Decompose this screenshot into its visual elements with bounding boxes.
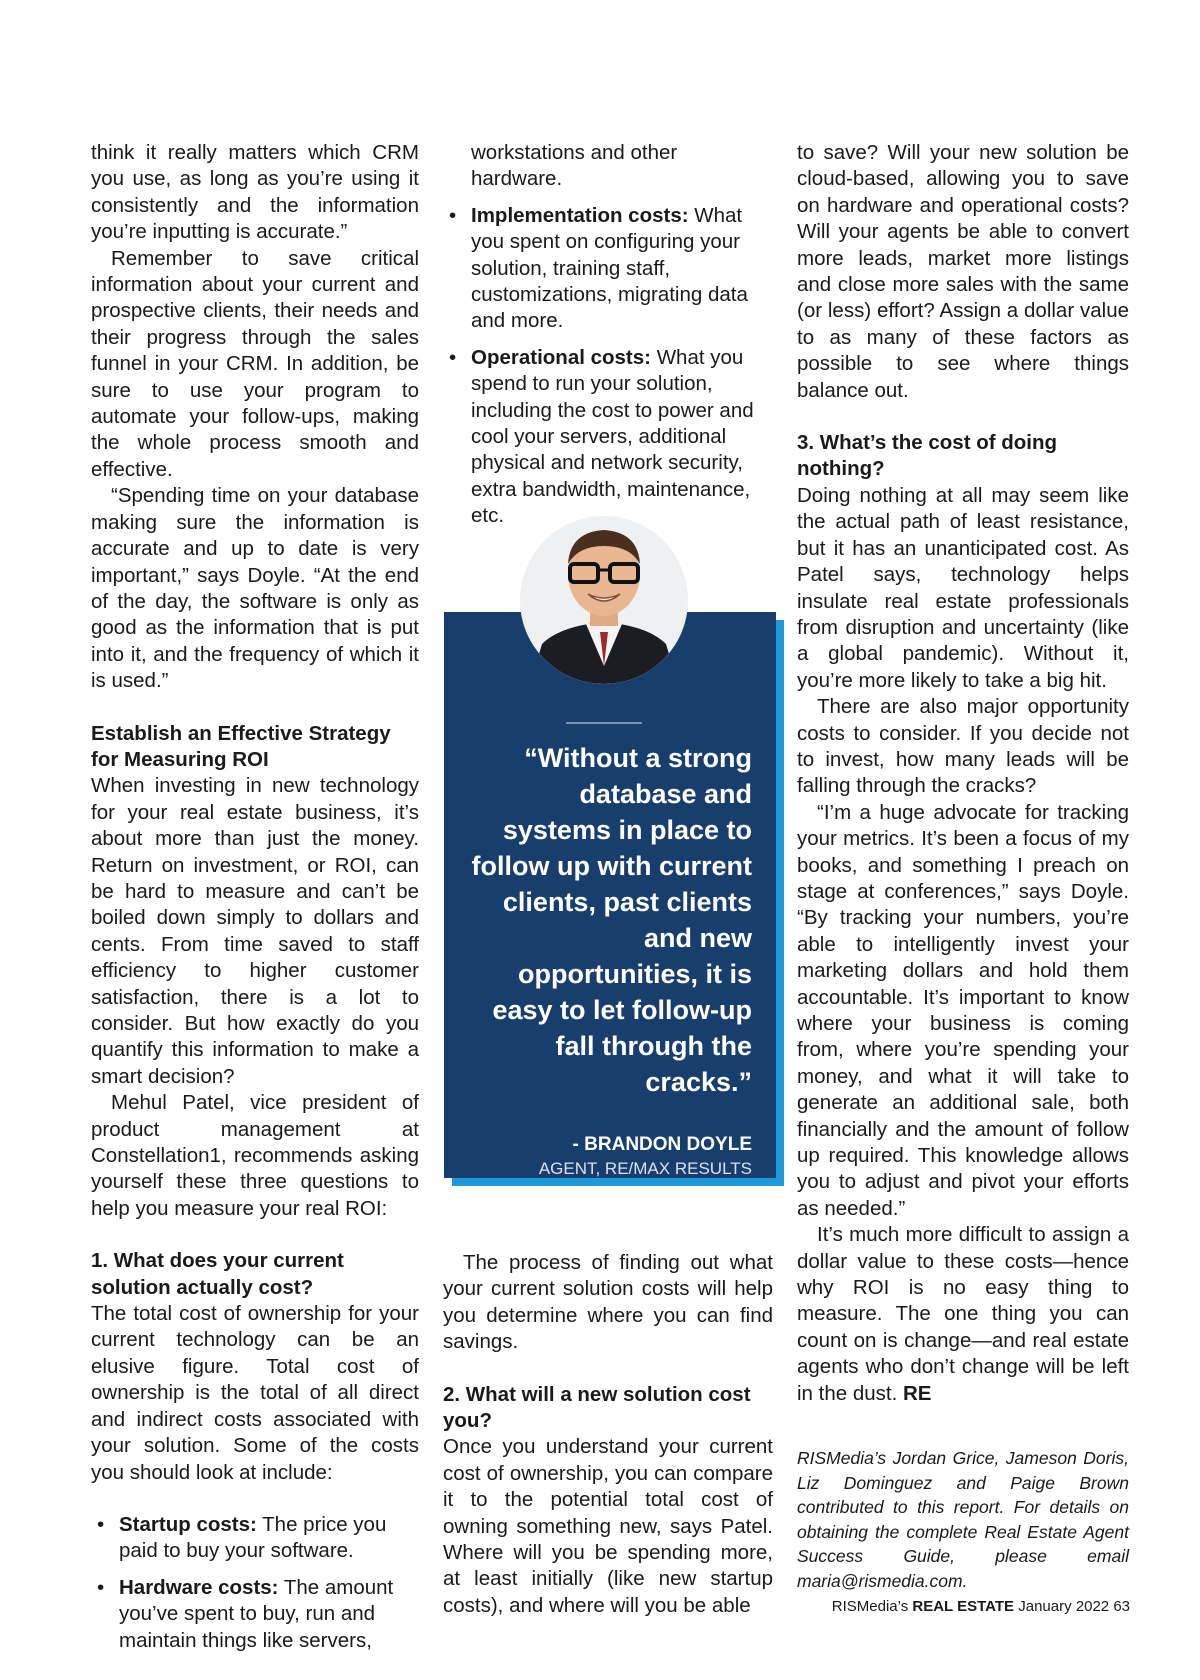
bullet-term: Implementation costs:: [471, 203, 689, 227]
pull-quote-text: “Without a strong database and systems in place to follow up with current clients, past clients and new opportunities, it is easy to let follow-up fall through the cracks.”: [471, 743, 752, 1097]
footer-magazine: REAL ESTATE: [912, 1598, 1015, 1615]
paragraph: [797, 1222, 1129, 1407]
list-item: [91, 1512, 419, 1565]
article-column-3: [797, 140, 1129, 1407]
person-portrait-icon: [520, 516, 688, 684]
end-mark: RE: [903, 1381, 932, 1405]
bullet-continuation: workstations and other hardware.: [471, 141, 678, 191]
footer-publisher: RISMedia’s: [831, 1598, 909, 1615]
paragraph-text: It’s much more difficult to assign a dollar value to these costs—hence why ROI is no easy thing to measure. The one thing you can count on is change—and real estate agents who don’t change will be left in the dust.: [797, 1223, 1129, 1405]
paragraph: Once you understand your current cost of ownership, you can compare it to the potential total cost of owning something new, says Patel. Where will you be spending more, at least initially (like new startup costs), and where will you be able: [443, 1435, 773, 1617]
paragraph: There are also major opportunity costs to consider. If you decide not to invest, how many leads will be falling through the cracks?: [797, 695, 1129, 798]
bullet-icon: •: [449, 345, 457, 369]
page-footer: [780, 1598, 1130, 1615]
bullet-term: Startup costs:: [119, 1512, 257, 1536]
bullet-icon: •: [97, 1512, 105, 1536]
list-item: [91, 1575, 419, 1654]
paragraph: The total cost of ownership for your current technology can be an elusive figure. Total cost of ownership is the total of all direct and indirect costs associated with your solution. Some of the costs you should look at include:: [91, 1302, 419, 1484]
pull-quote-attribution: [470, 1132, 752, 1180]
list-item: [443, 345, 773, 530]
headshot-photo: [520, 516, 688, 684]
article-column-2: [443, 140, 773, 540]
article-column-1: [91, 140, 419, 1664]
cost-bullet-list: [443, 203, 773, 530]
question-heading-1: 1. What does your current solution actually cost?: [91, 1249, 344, 1299]
contributor-credits: RISMedia’s Jordan Grice, Jameson Doris, Liz Dominguez and Paige Brown contributed to this report. For details on obtaining the complete Real Estate Agent Success Guide, please email maria@rismedia.com.: [797, 1448, 1129, 1591]
paragraph: When investing in new technology for your real estate business, it’s about more than just the money. Return on investment, or ROI, can be hard to measure and can’t be boiled down simply to dollars and cents. From time saved to staff efficiency to higher customer satisfaction, there is a lot to consider. But how exactly do you quantify this information to make a smart decision?: [91, 774, 419, 1088]
bullet-term: Hardware costs:: [119, 1575, 279, 1599]
page-number: 63: [1113, 1598, 1130, 1615]
paragraph: Remember to save critical information about your current and prospective clients, their needs and their progress through the sales funnel in your CRM. In addition, be sure to use your program to automate your follow-ups, making the whole process smooth and effective.: [91, 246, 419, 481]
footer-issue: January 2022: [1018, 1598, 1110, 1615]
bullet-text: What you spend to run your solution, including the cost to power and cool your servers, additional physical and network security, extra bandwidth, maintenance, etc.: [471, 345, 754, 528]
question-heading-2: 2. What will a new solution cost you?: [443, 1382, 751, 1433]
bullet-text: The amount you’ve spent to buy, run and maintain things like servers,: [119, 1575, 394, 1652]
section-heading-line: Establish an Effective Strategy: [91, 721, 391, 745]
cost-bullet-list: [91, 1512, 419, 1654]
article-column-2-lower: [443, 1250, 773, 1619]
list-item: [443, 203, 773, 335]
bullet-text: The price you paid to buy your software.: [119, 1512, 387, 1563]
attribution-name: - BRANDON DOYLE: [572, 1134, 752, 1155]
paragraph: Doing nothing at all may seem like the actual path of least resistance, but it has an unanticipated cost. As Patel says, technology helps insulate real estate professionals from disruption and uncertainty (like a global pandemic). Without it, you’re more likely to take a big hit.: [797, 483, 1129, 692]
section-heading: [91, 721, 419, 774]
bullet-term: Operational costs:: [471, 345, 651, 369]
paragraph: “I’m a huge advocate for tracking your metrics. It’s been a focus of my books, and something I preach on stage at conferences,” says Doyle. “By tracking your numbers, you’re able to intelligently invest your marketing dollars and hold them accountable. It’s important to know where your business is coming from, where you’re spending your money, and what it will take to generate an additional sale, both financially and the amount of follow up required. This knowledge allows you to adjust and pivot your efforts as needed.”: [797, 800, 1129, 1220]
bullet-icon: •: [449, 203, 457, 227]
attribution-title: AGENT, RE/MAX RESULTS: [538, 1159, 752, 1178]
bullet-text: What you spent on configuring your solution, training staff, customizations, migrating data and more.: [471, 203, 748, 333]
paragraph: The process of finding out what your current solution costs will help you determine where you can find savings.: [443, 1251, 773, 1354]
bullet-icon: •: [97, 1575, 105, 1599]
section-heading-line: for Measuring ROI: [91, 747, 269, 771]
paragraph: Mehul Patel, vice president of product management at Constellation1, recommends asking yourself these three questions to help you measure your real ROI:: [91, 1091, 419, 1220]
paragraph: to save? Will your new solution be cloud-based, allowing you to save on hardware and operational costs? Will your agents be able to convert more leads, market more listings and close more sales with the same (or less) effort? Assign a dollar value to as many of these factors as possible to see where things balance out.: [797, 141, 1129, 402]
paragraph: “Spending time on your database making sure the information is accurate and up to date is very important,” says Doyle. “At the end of the day, the software is only as good as the information that is put into it, and the frequency of which it is used.”: [91, 484, 419, 693]
question-heading-3: 3. What’s the cost of doing nothing?: [797, 431, 1058, 481]
paragraph: think it really matters which CRM you use, as long as you’re using it consistently and the information you’re inputting is accurate.”: [91, 141, 419, 244]
pull-quote-divider: [566, 722, 642, 724]
